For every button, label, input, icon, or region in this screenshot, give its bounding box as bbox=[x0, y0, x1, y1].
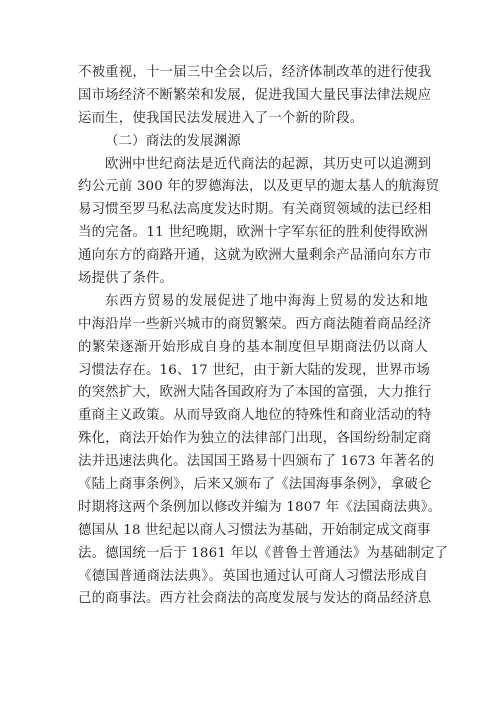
text-line: 易习惯至罗马私法高度发达时期。有关商贸领域的法已经相 bbox=[78, 202, 432, 218]
text-line: 《陆上商事条例》，后来又颁布了《法国海事条例》，拿破仑 bbox=[78, 477, 432, 493]
text-line: 殊化，商法开始作为独立的法律部门出现，各国纷纷制定商 bbox=[78, 431, 432, 447]
text-line: 场提供了条件。 bbox=[78, 271, 174, 287]
section-heading: （二）商法的发展渊源 bbox=[105, 133, 241, 149]
text-line: 的突然扩大，欧洲大陆各国政府为了本国的富强，大力推行 bbox=[78, 385, 432, 401]
text-line: 德国从 18 世纪起以商人习惯法为基础，开始制定成文商事 bbox=[78, 522, 431, 538]
text-line: 东西方贸易的发展促进了地中海海上贸易的发达和地 bbox=[105, 293, 428, 309]
text-line: 中海沿岸一些新兴城市的商贸繁荣。西方商法随着商品经济 bbox=[78, 316, 432, 332]
text-line: 约公元前 300 年的罗德海法，以及更早的迦太基人的航海贸 bbox=[78, 179, 440, 195]
text-line: 《德国普通商法法典》。英国也通过认可商人习惯法形成自 bbox=[78, 568, 428, 584]
text-line: 法并迅速法典化。法国国王路易十四颁布了 1673 年著名的 bbox=[78, 454, 435, 470]
text-line: 不被重视，十一届三中全会以后，经济体制改革的进行使我 bbox=[78, 65, 432, 80]
text-line: 的繁荣逐渐开始形成自身的基本制度但早期商法仍以商人 bbox=[78, 339, 428, 355]
text-line: 法。德国统一后于 1861 年以《普鲁士普通法》为基础制定了 bbox=[78, 545, 448, 561]
text-line: 欧洲中世纪商法是近代商法的起源，其历史可以追溯到 bbox=[105, 156, 432, 172]
text-line: 己的商事法。西方社会商法的高度发展与发达的商品经济息 bbox=[78, 591, 432, 607]
text-line: 国市场经济不断繁荣和发展，促进我国大量民事法律法规应 bbox=[78, 87, 432, 103]
paragraph bbox=[78, 62, 432, 131]
text-line: 运而生，使我国民法发展进入了一个新的阶段。 bbox=[78, 110, 364, 126]
paragraph bbox=[78, 154, 440, 291]
text-line: 重商主义政策。从而导致商人地位的特殊性和商业活动的特 bbox=[78, 408, 432, 424]
document-page bbox=[78, 62, 448, 611]
text-line: 时期将这两个条例加以修改并编为 1807 年《法国商法典》。 bbox=[78, 499, 442, 515]
text-line: 习惯法存在。16、17 世纪，由于新大陆的发现，世界市场 bbox=[78, 362, 430, 378]
paragraph bbox=[78, 291, 448, 611]
text-line: 当的完备。11 世纪晚期，欧洲十字军东征的胜利使得欧洲 bbox=[78, 225, 428, 241]
text-line: 通向东方的商路开通，这就为欧洲大量剩余产品涌向东方市 bbox=[78, 248, 432, 264]
